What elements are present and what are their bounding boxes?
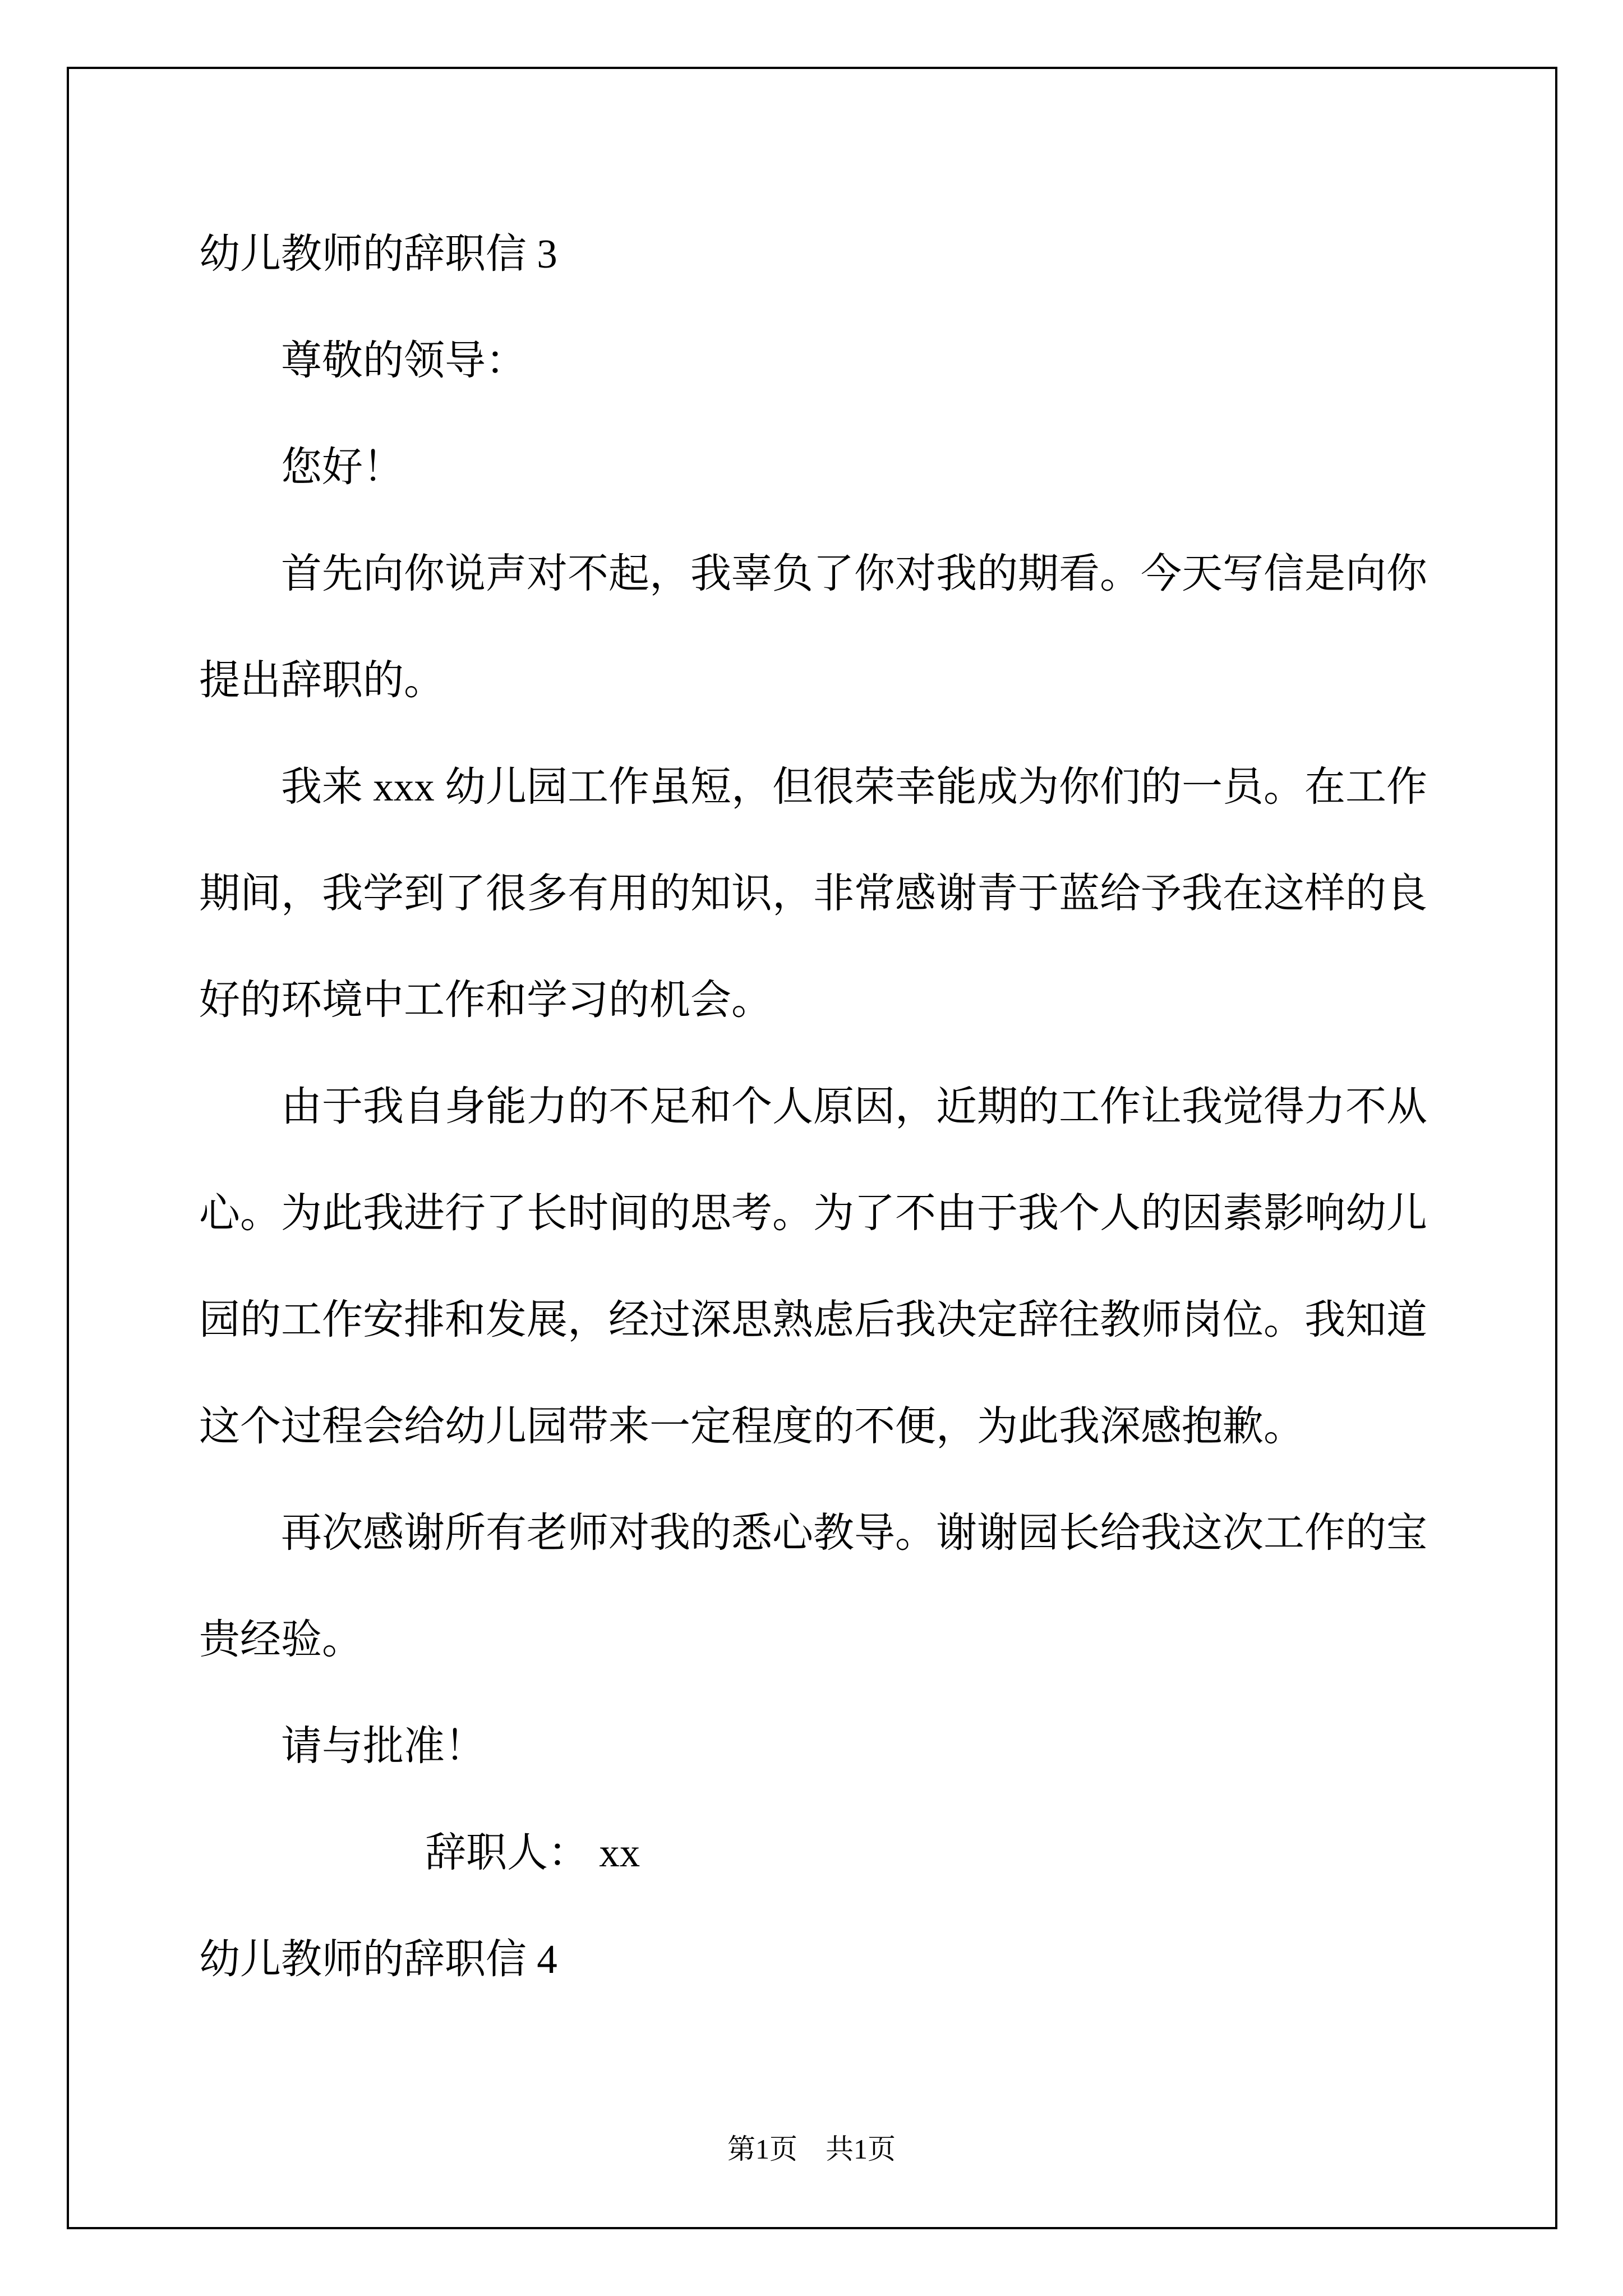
text-line: 贵经验。 [199, 1617, 363, 1662]
text-line: 期间，我学到了很多有用的知识，非常感谢青于蓝给予我在这样的良 [199, 871, 1427, 916]
text-line: 再次感谢所有老师对我的悉心教导。谢谢园长给我这次工作的宝 [281, 1510, 1427, 1556]
text-line: 提出辞职的。 [199, 657, 445, 703]
document-body [199, 201, 1427, 2013]
signature-line: 辞职人： xx [425, 1830, 640, 1875]
section-title-3: 幼儿教师的辞职信 3 [199, 231, 557, 277]
text-line: 我来 xxx 幼儿园工作虽短，但很荣幸能成为你们的一员。在工作 [281, 764, 1427, 809]
greeting-line: 您好！ [281, 444, 404, 490]
page-number-label: 第1页 共1页 [727, 2133, 896, 2165]
salutation-line: 尊敬的领导： [281, 338, 527, 383]
text-line: 由于我自身能力的不足和个人原因，近期的工作让我觉得力不从 [281, 1084, 1427, 1129]
text-line: 好的环境中工作和学习的机会。 [199, 977, 772, 1023]
text-line: 心。为此我进行了长时间的思考。为了不由于我个人的因素影响幼儿 [199, 1190, 1427, 1236]
closing-request-line: 请与批准！ [281, 1723, 486, 1769]
text-line: 这个过程会给幼儿园带来一定程度的不便，为此我深感抱歉。 [199, 1404, 1304, 1449]
text-line: 首先向你说声对不起，我辜负了你对我的期看。今天写信是向你 [281, 551, 1427, 596]
page-footer [0, 2129, 1623, 2169]
section-title-4: 幼儿教师的辞职信 4 [199, 1936, 557, 1982]
text-line: 园的工作安排和发展，经过深思熟虑后我决定辞往教师岗位。我知道 [199, 1297, 1427, 1342]
